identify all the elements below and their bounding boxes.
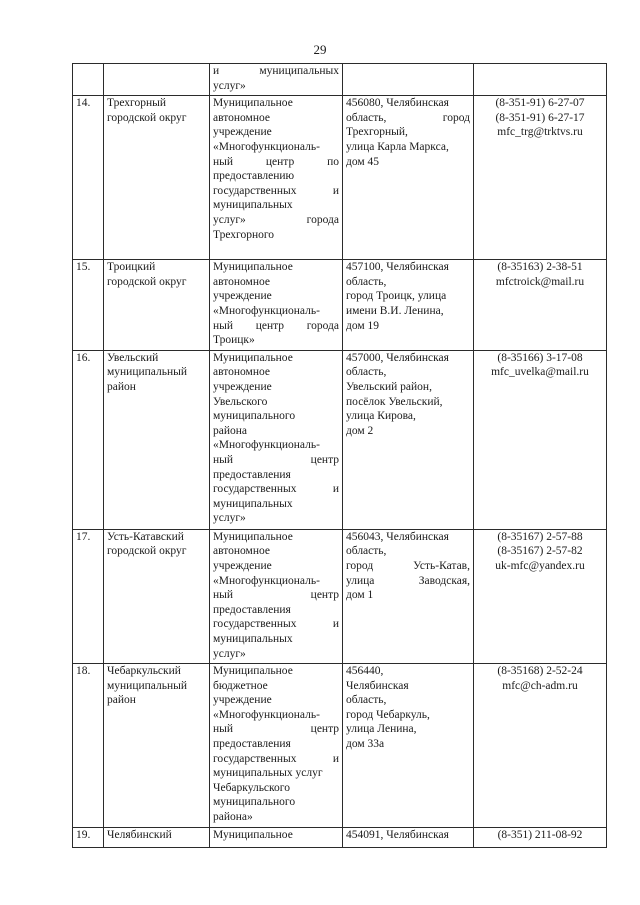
organization-line: «Многофункциональ- xyxy=(213,439,320,452)
district-line: городской округ xyxy=(107,275,187,288)
email-line: uk-mfc@yandex.ru xyxy=(495,559,585,572)
contacts-cell xyxy=(474,664,607,828)
organization-line: Муниципальное xyxy=(213,665,293,678)
district-line: Челябинский xyxy=(107,829,172,842)
row-number-cell: 16. xyxy=(73,350,104,529)
contacts-cell xyxy=(474,96,607,260)
address-line: улица Карла Маркса, xyxy=(346,140,449,153)
row-number-cell: 18. xyxy=(73,664,104,828)
address-line: область, xyxy=(346,694,387,707)
address-line: область, xyxy=(346,275,387,288)
organization-cell xyxy=(210,828,343,848)
address-cell xyxy=(343,828,474,848)
address-line: 456440, xyxy=(346,665,384,678)
organization-line: государственных и xyxy=(213,184,339,197)
row-number-cell: 17. xyxy=(73,529,104,663)
address-line: дом 1 xyxy=(346,589,374,602)
email-line: mfctroick@mail.ru xyxy=(495,275,585,288)
address-line: город Чебаркуль, xyxy=(346,708,430,721)
contacts-cell xyxy=(474,64,607,96)
district-line: район xyxy=(107,380,136,393)
organization-line: района xyxy=(213,424,248,437)
organization-line: муниципальных услуг xyxy=(213,767,323,780)
mfc-registry-table xyxy=(72,63,607,848)
district-cell xyxy=(104,350,210,529)
table-row xyxy=(73,350,607,529)
address-cell xyxy=(343,350,474,529)
address-line: имени В.И. Ленина, xyxy=(346,304,444,317)
address-line: 454091, Челябинская xyxy=(346,829,449,842)
phone-line: (8-35167) 2-57-88 xyxy=(497,530,583,543)
phone-line: (8-35167) 2-57-82 xyxy=(497,545,583,558)
organization-line: услуг» xyxy=(213,647,246,660)
district-line: городской округ xyxy=(107,545,187,558)
organization-line: Муниципальное xyxy=(213,351,293,364)
contacts-cell xyxy=(474,350,607,529)
organization-line: учреждение xyxy=(213,290,272,303)
organization-line: Увельского xyxy=(213,395,268,408)
contacts-cell xyxy=(474,260,607,351)
organization-line: ный центр xyxy=(213,453,339,466)
organization-cell xyxy=(210,96,343,260)
phone-line: (8-35163) 2-38-51 xyxy=(497,261,583,274)
organization-line: Трехгорного xyxy=(213,228,275,241)
district-line: Увельский xyxy=(107,351,159,364)
organization-line: «Многофункциональ- xyxy=(213,304,320,317)
row-number-cell: 19. xyxy=(73,828,104,848)
organization-line: предоставлению xyxy=(213,170,295,183)
address-line: дом 33а xyxy=(346,738,385,751)
address-line: Трехгорный, xyxy=(346,126,408,139)
organization-line: «Многофункциональ- xyxy=(213,708,320,721)
table-row xyxy=(73,260,607,351)
address-line: Челябинская xyxy=(346,679,409,692)
organization-line: автономное xyxy=(213,545,270,558)
address-line: 457000, Челябинская xyxy=(346,351,449,364)
organization-line: ный центр по xyxy=(213,155,339,168)
organization-line: муниципальных xyxy=(213,199,293,212)
address-cell xyxy=(343,529,474,663)
address-line: область, xyxy=(346,366,387,379)
contacts-cell xyxy=(474,828,607,848)
district-cell xyxy=(104,260,210,351)
address-line: Увельский район, xyxy=(346,380,432,393)
organization-line: предоставления xyxy=(213,468,291,481)
address-line: дом 2 xyxy=(346,424,374,437)
address-line: область, xyxy=(346,545,387,558)
organization-line: муниципального xyxy=(213,796,296,809)
phone-line: (8-35166) 3-17-08 xyxy=(497,351,583,364)
address-line: город Троицк, улица xyxy=(346,290,447,303)
district-line: муниципальный xyxy=(107,366,188,379)
organization-line: муниципального xyxy=(213,410,296,423)
district-line: Чебаркульский xyxy=(107,665,181,678)
organization-line: государственных и xyxy=(213,752,339,765)
email-line: mfc_trg@trktvs.ru xyxy=(497,126,583,139)
organization-line: «Многофункциональ- xyxy=(213,574,320,587)
district-cell xyxy=(104,96,210,260)
table-row xyxy=(73,828,607,848)
district-line: муниципальный xyxy=(107,679,188,692)
email-line: mfc_uvelka@mail.ru xyxy=(491,366,589,379)
organization-line: предоставления xyxy=(213,738,291,751)
organization-line: автономное xyxy=(213,275,270,288)
organization-line: Муниципальное xyxy=(213,829,293,842)
organization-line: Троицк» xyxy=(213,334,255,347)
phone-line: (8-35168) 2-52-24 xyxy=(497,665,583,678)
district-cell xyxy=(104,828,210,848)
district-cell xyxy=(104,64,210,96)
organization-line: учреждение xyxy=(213,126,272,139)
address-line: город Усть-Катав, xyxy=(346,559,470,572)
address-cell xyxy=(343,96,474,260)
organization-line: ный центр xyxy=(213,589,339,602)
organization-line: автономное xyxy=(213,111,270,124)
address-line: дом 19 xyxy=(346,319,380,332)
district-line: Троицкий xyxy=(107,261,156,274)
organization-cell xyxy=(210,260,343,351)
address-cell xyxy=(343,664,474,828)
address-line: улица Заводская, xyxy=(346,574,470,587)
organization-line: и муниципальных xyxy=(213,65,339,77)
address-line: область, город xyxy=(346,111,470,124)
table-row xyxy=(73,64,607,96)
district-line: Усть-Катавский xyxy=(107,530,184,543)
organization-line: Муниципальное xyxy=(213,97,293,110)
organization-line: услуг» xyxy=(213,512,246,525)
address-cell xyxy=(343,64,474,96)
address-cell xyxy=(343,260,474,351)
table-row xyxy=(73,96,607,260)
email-line: mfc@ch-adm.ru xyxy=(502,679,578,692)
phone-line: (8-351) 211-08-92 xyxy=(497,829,583,842)
organization-line: ный центр города xyxy=(213,319,339,332)
table-row xyxy=(73,529,607,663)
contacts-cell xyxy=(474,529,607,663)
address-line: 456043, Челябинская xyxy=(346,530,449,543)
district-cell xyxy=(104,529,210,663)
organization-line: Чебаркульского xyxy=(213,781,290,794)
organization-line: района» xyxy=(213,811,253,824)
row-number-cell: 14. xyxy=(73,96,104,260)
organization-line: учреждение xyxy=(213,559,272,572)
phone-line: (8-351-91) 6-27-17 xyxy=(495,111,585,124)
organization-line: государственных и xyxy=(213,618,339,631)
page-number: 29 xyxy=(313,42,327,57)
district-cell xyxy=(104,664,210,828)
row-number-cell: 15. xyxy=(73,260,104,351)
organization-line: ный центр xyxy=(213,723,339,736)
table-row xyxy=(73,664,607,828)
registry-table-body xyxy=(73,64,607,848)
address-line: 456080, Челябинская xyxy=(346,97,449,110)
organization-line: Муниципальное xyxy=(213,261,293,274)
organization-cell xyxy=(210,64,343,96)
address-line: улица Кирова, xyxy=(346,410,416,423)
organization-line: муниципальных xyxy=(213,632,293,645)
organization-line: Муниципальное xyxy=(213,530,293,543)
organization-line: услуг» города xyxy=(213,213,339,226)
district-line: Трехгорный xyxy=(107,97,167,110)
district-line: городской округ xyxy=(107,111,187,124)
address-line: 457100, Челябинская xyxy=(346,261,449,274)
organization-cell xyxy=(210,350,343,529)
organization-line: предоставления xyxy=(213,603,291,616)
organization-line: учреждение xyxy=(213,380,272,393)
address-line: дом 45 xyxy=(346,155,380,168)
organization-line: услуг» xyxy=(213,79,246,92)
address-line: улица Ленина, xyxy=(346,723,417,736)
organization-line: государственных и xyxy=(213,483,339,496)
organization-line: «Многофункциональ- xyxy=(213,140,320,153)
district-line: район xyxy=(107,694,136,707)
organization-cell xyxy=(210,529,343,663)
organization-line: автономное xyxy=(213,366,270,379)
organization-line: бюджетное xyxy=(213,679,268,692)
organization-line: учреждение xyxy=(213,694,272,707)
row-number-cell xyxy=(73,64,104,96)
address-line: посёлок Увельский, xyxy=(346,395,443,408)
organization-cell xyxy=(210,664,343,828)
organization-line: муниципальных xyxy=(213,497,293,510)
phone-line: (8-351-91) 6-27-07 xyxy=(495,97,585,110)
